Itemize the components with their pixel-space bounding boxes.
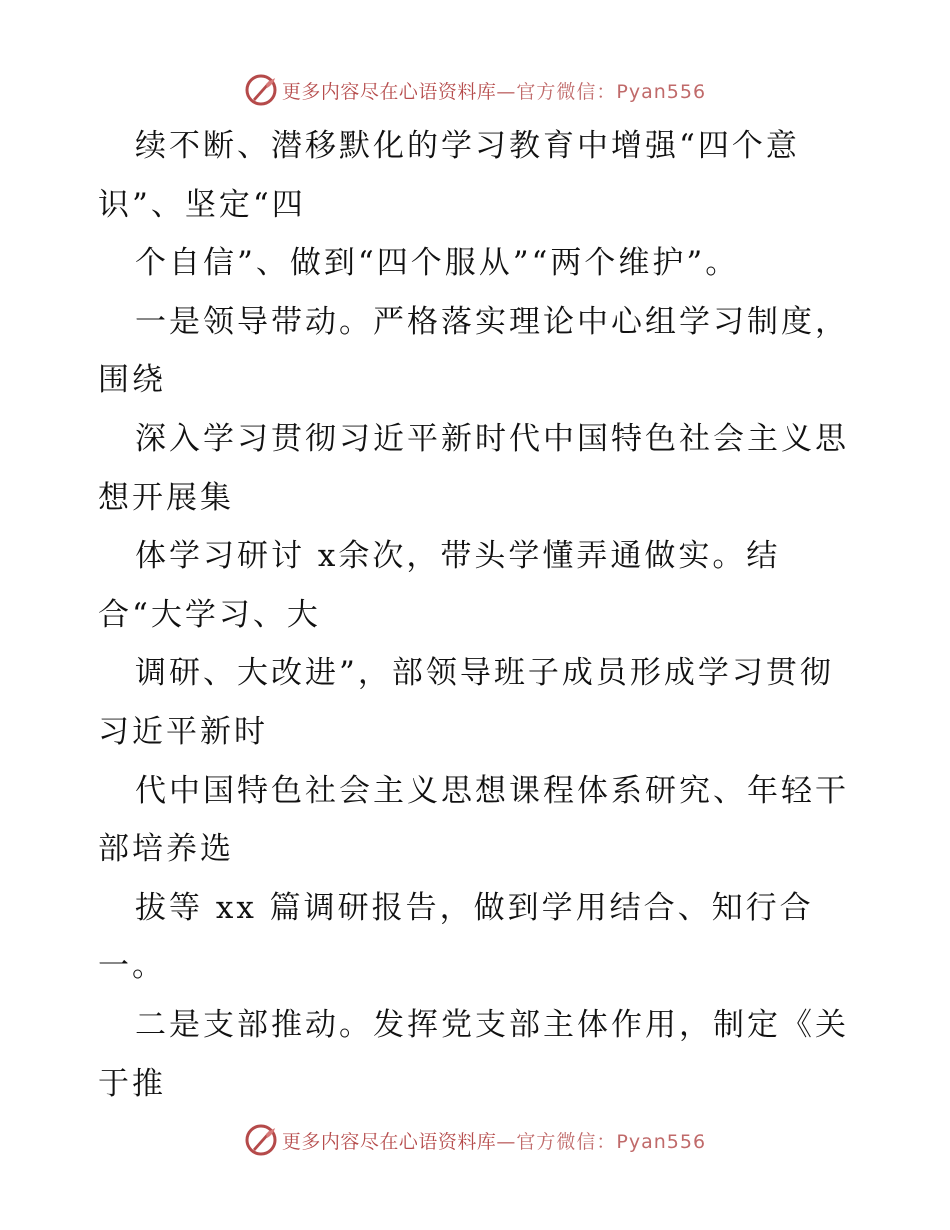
- paragraph-line: 习近平新时: [98, 713, 268, 750]
- header-banner: [0, 70, 950, 110]
- paragraph-line: 深入学习贯彻习近平新时代中国特色社会主义思: [135, 420, 849, 457]
- quill-logo-icon: [244, 1123, 278, 1157]
- footer-banner: [0, 1120, 950, 1160]
- paragraph-line: 于推: [98, 1065, 166, 1102]
- paragraph-line: 部培养选: [98, 831, 234, 868]
- paragraph-line: 拔等 xx 篇调研报告，做到学用结合、知行合: [135, 889, 814, 926]
- paragraph-line: 围绕: [98, 362, 166, 399]
- footer-wechat-text: —官方微信：Pyan556: [496, 1130, 707, 1153]
- paragraph-line: 代中国特色社会主义思想课程体系研究、年轻干: [135, 772, 849, 809]
- paragraph-line: 调研、大改进”，部领导班子成员形成学习贯彻: [135, 655, 834, 692]
- document-body: [98, 117, 858, 1113]
- paragraph-line: 一。: [98, 948, 166, 985]
- footer-site-text: 更多内容尽在心语资料库: [281, 1130, 497, 1153]
- paragraph-line: 一是领导带动。严格落实理论中心组学习制度，: [135, 303, 849, 340]
- paragraph-line: 合“大学习、大: [98, 596, 321, 633]
- paragraph-line: 识”、坚定“四: [98, 186, 306, 223]
- header-wechat-text: —官方微信：Pyan556: [496, 80, 707, 103]
- paragraph-line: 续不断、潜移默化的学习教育中增强“四个意: [135, 128, 800, 164]
- header-site-text: 更多内容尽在心语资料库: [281, 80, 497, 103]
- paragraph-line: 想开展集: [98, 479, 234, 516]
- paragraph-line: 个自信”、做到“四个服从”“两个维护”。: [135, 245, 740, 282]
- paragraph-line: 二是支部推动。发挥党支部主体作用，制定《关: [135, 1006, 849, 1043]
- quill-logo-icon: [244, 73, 278, 107]
- paragraph-line: 体学习研讨 x余次，带头学懂弄通做实。结: [135, 538, 781, 575]
